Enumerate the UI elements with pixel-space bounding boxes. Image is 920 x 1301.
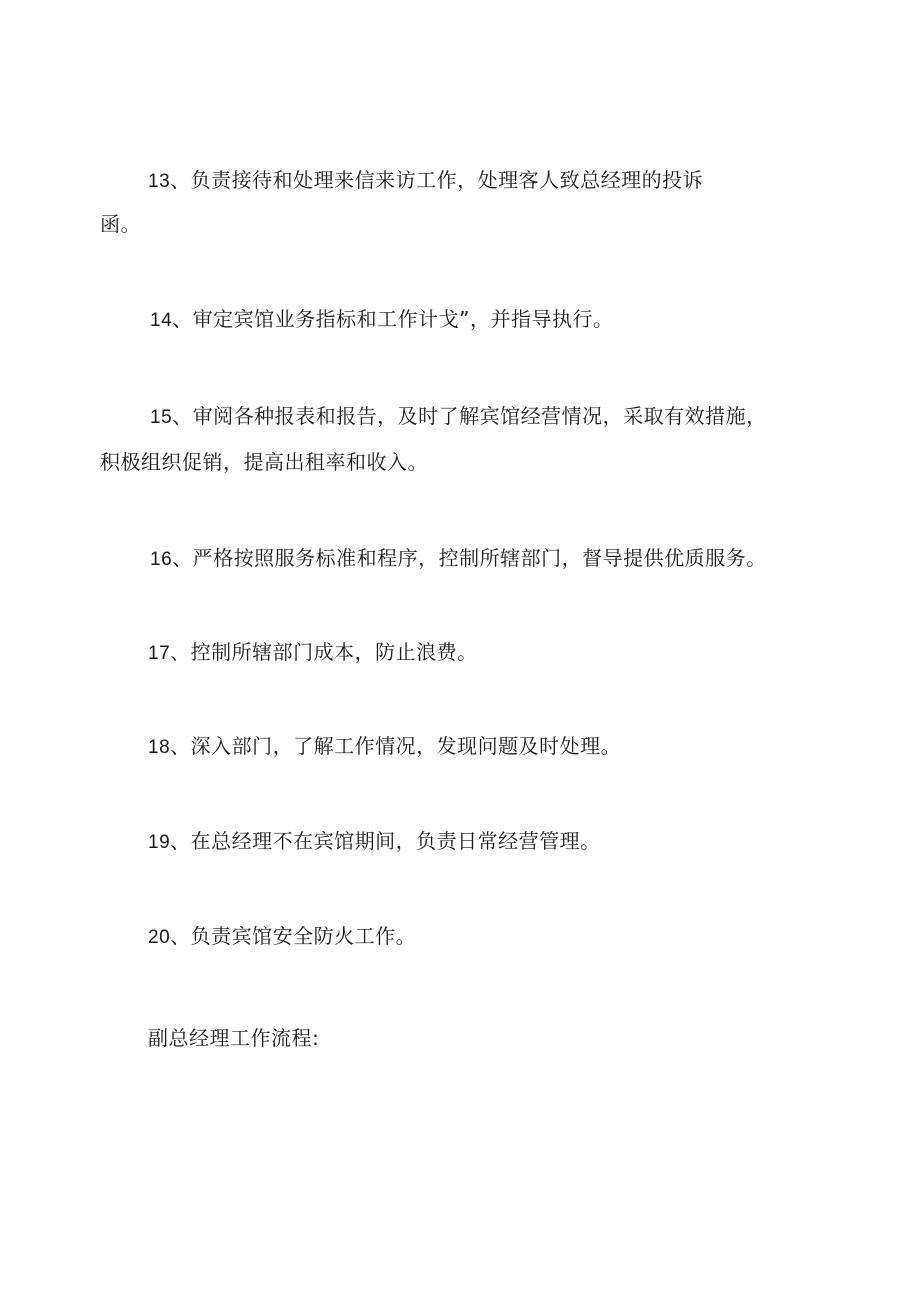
item-number: 13 (148, 171, 171, 192)
item-text: 、审阅各种报表和报告，及时了解宾馆经营情况，采取有效措施， (172, 404, 767, 428)
section-heading (148, 1025, 319, 1051)
item-13-continuation (100, 211, 141, 237)
item-15-continuation (100, 449, 428, 475)
item-13-line (148, 167, 703, 195)
item-number: 16 (150, 549, 173, 570)
item-text-continuation: 积极组织促销，提高出租率和收入。 (100, 450, 428, 474)
item-17-line (148, 639, 478, 667)
item-text: 、严格按照服务标准和程序，控制所辖部门，督导提供优质服务。 (172, 546, 767, 570)
item-number: 14 (150, 310, 173, 331)
item-19-line (148, 828, 601, 856)
item-18-line (148, 733, 621, 761)
item-number: 17 (148, 643, 171, 664)
item-text: 、控制所辖部门成本，防止浪费。 (170, 640, 478, 664)
item-14-line (150, 306, 614, 334)
item-number: 15 (150, 407, 173, 428)
item-15-line (150, 403, 767, 431)
item-text: 、深入部门，了解工作情况，发现问题及时处理。 (170, 734, 622, 758)
item-text: 、负责宾馆安全防火工作。 (170, 924, 417, 948)
item-text: 、在总经理不在宾馆期间，负责日常经营管理。 (170, 829, 601, 853)
item-number: 19 (148, 832, 171, 853)
item-number: 18 (148, 737, 171, 758)
item-number: 20 (148, 927, 171, 948)
item-text: 、审定宾馆业务指标和工作计戈”，并指导执行。 (172, 307, 614, 331)
section-heading-text: 副总经理工作流程: (148, 1026, 320, 1050)
item-20-line (148, 923, 416, 951)
item-text-continuation: 函。 (100, 212, 141, 236)
item-text: 、负责接待和处理来信来访工作，处理客人致总经理的投诉 (170, 168, 704, 192)
item-16-line (150, 545, 767, 573)
